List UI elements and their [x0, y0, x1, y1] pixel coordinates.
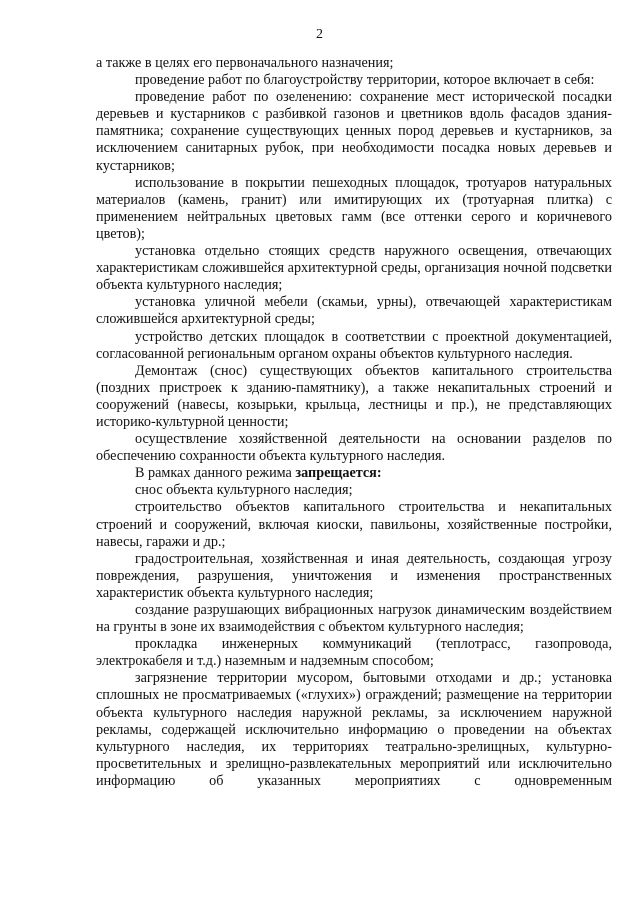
paragraph: загрязнение территории мусором, бытовыми отходами и др.; установка сплошных не просматриваемых («глухих») ограждений; размещение на территории объекта культурного наследия наружной рекламы, за исключением наружной рекламы, содержащей исключительно информацию о проведении на объектах культурного наследия, их территориях театрально-зрелищных, культурно-просветительных и зрелищно-развлекательных мероприятий или исключительно информацию об указанных мероприятиях с одновременным: [96, 670, 612, 789]
paragraph: устройство детских площадок в соответствии с проектной документацией, согласованной региональным органом охраны объектов культурного наследия.: [96, 328, 612, 362]
paragraph: снос объекта культурного наследия;: [135, 482, 353, 499]
paragraph: Демонтаж (снос) существующих объектов капитального строительства (поздних пристроек к зданию-памятнику), а также некапитальных строений и сооружений (навесы, козырьки, крыльца, лестницы и пр.), не представляющих историко-культурной ценности;: [96, 362, 612, 430]
paragraph: а также в целях его первоначального назначения;: [96, 55, 394, 71]
paragraph: проведение работ по озеленению: сохранение мест исторической посадки деревьев и кустарников с разбивкой газонов и цветников вдоль фасадов здания-памятника; сохранение существующих ценных пород деревьев и кустарников, за исключением санитарных рубок, при необходимости посадка новых деревьев и кустарников;: [96, 89, 612, 174]
paragraph: установка уличной мебели (скамьи, урны), отвечающей характеристикам сложившейся архитектурной среды;: [96, 294, 612, 328]
paragraph: строительство объектов капитального строительства и некапитальных строений и сооружений, включая киоски, павильоны, хозяйственные постройки, навесы, гаражи и др.;: [96, 499, 612, 550]
paragraph: создание разрушающих вибрационных нагрузок динамическим воздействием на грунты в зоне их взаимодействия с объектом культурного наследия;: [96, 602, 612, 636]
paragraph: установка отдельно стоящих средств наружного освещения, отвечающих характеристикам сложившейся архитектурной среды, организация ночной подсветки объекта культурного наследия;: [96, 243, 612, 294]
document-body: [96, 55, 612, 790]
paragraph: градостроительная, хозяйственная и иная деятельность, создающая угрозу повреждения, разрушения, уничтожения и изменения пространственных характеристик объекта культурного наследия;: [96, 550, 612, 601]
heading-emphasis: запрещается:: [295, 465, 382, 482]
paragraph: проведение работ по благоустройству территории, которое включает в себя:: [135, 72, 595, 89]
heading-lead-text: В рамках данного режима: [135, 465, 296, 482]
page-number: 2: [316, 27, 323, 42]
paragraph: прокладка инженерных коммуникаций (теплотрасс, газопровода, электрокабеля и т.д.) наземным и надземным способом;: [96, 636, 612, 670]
paragraph: использование в покрытии пешеходных площадок, тротуаров натуральных материалов (камень, гранит) или имитирующих их (тротуарная плитка) с применением нейтральных цветовых гамм (все оттенки серого и коричневого цветов);: [96, 174, 612, 242]
paragraph: осуществление хозяйственной деятельности на основании разделов по обеспечению сохранности объекта культурного наследия.: [96, 431, 612, 465]
prohibition-heading: [96, 465, 612, 482]
